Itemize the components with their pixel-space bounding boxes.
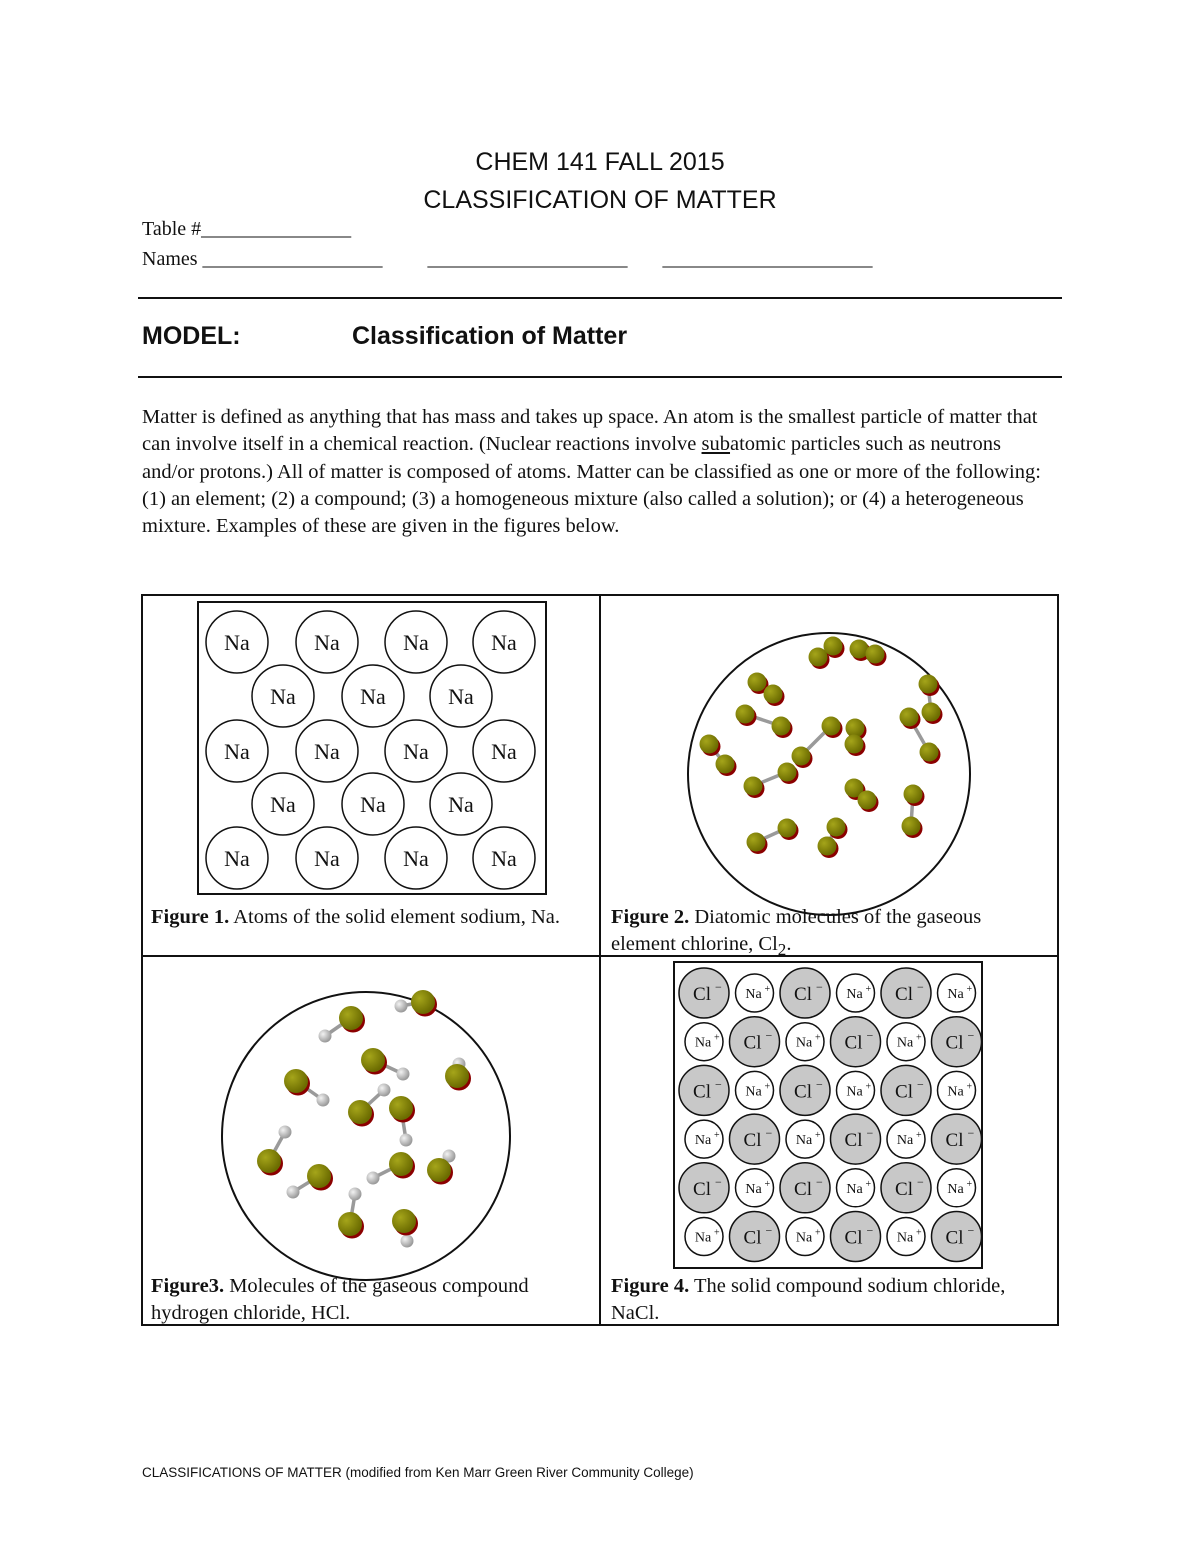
hydrogen-atom (317, 1094, 330, 1107)
sodium-ion-charge: + (815, 1227, 821, 1239)
fig4-caption (611, 1273, 1051, 1327)
chlorine-atom (427, 1158, 451, 1182)
chlorine-atom (824, 637, 843, 656)
sodium-atom-label: Na (491, 630, 517, 655)
sodium-ion-charge: + (916, 1130, 922, 1142)
fig2-caption-text: Diatomic molecules of the gaseous element chlorine, Cl (611, 906, 982, 955)
chloride-ion-label: Cl (693, 1178, 711, 1200)
sodium-ion-label: Na (745, 1084, 762, 1100)
chloride-ion-charge: − (765, 1126, 773, 1141)
chloride-ion-charge: − (866, 1028, 874, 1043)
sodium-ion-charge: + (916, 1032, 922, 1044)
chlorine-atom (338, 1212, 362, 1236)
table-number-field (142, 218, 351, 241)
sodium-ion-label: Na (694, 1230, 712, 1246)
hydrogen-atom (400, 1134, 413, 1147)
chloride-ion-label: Cl (895, 1081, 913, 1103)
fig4-caption-label: Figure 4. (611, 1275, 690, 1297)
chloride-ion-charge: − (765, 1223, 773, 1238)
fig3-caption-text: Molecules of the gaseous compound hydrogen chloride, HCl. (151, 1275, 529, 1324)
sodium-atom-label: Na (448, 684, 474, 709)
sodium-ion-label: Na (947, 1084, 964, 1100)
sodium-ion-charge: + (966, 984, 973, 995)
fig2-caption (611, 904, 1051, 963)
sodium-atom-label: Na (224, 846, 250, 871)
sodium-ion-label: Na (896, 1035, 914, 1051)
sodium-ion-charge: + (966, 1081, 973, 1093)
sodium-ion-label: Na (795, 1035, 813, 1051)
fig4-nacl-lattice (679, 968, 982, 1262)
hydrogen-atom (287, 1186, 300, 1199)
hydrogen-atom (349, 1188, 362, 1201)
chlorine-atom (445, 1064, 469, 1088)
chlorine-atom (902, 817, 921, 836)
hydrogen-atom (395, 1000, 408, 1013)
sodium-ion-label: Na (694, 1133, 712, 1149)
sodium-atom-label: Na (314, 846, 340, 871)
chlorine-atom (827, 818, 846, 837)
sodium-atom-label: Na (360, 684, 386, 709)
fig3-container (222, 992, 510, 1280)
chloride-ion-label: Cl (945, 1130, 964, 1152)
table-number-label: Table # (142, 218, 202, 240)
fig1-caption-text: Atoms of the solid element sodium, Na. (229, 906, 561, 928)
bottom-divider (138, 376, 1062, 378)
sodium-ion-charge: + (764, 984, 771, 995)
sodium-atom-label: Na (224, 630, 250, 655)
fig4-caption-text: The solid compound sodium chloride, NaCl. (611, 1275, 1006, 1324)
sodium-atom-label: Na (270, 792, 296, 817)
chlorine-atom (818, 837, 837, 856)
chlorine-atom (284, 1069, 308, 1093)
names-field (142, 248, 873, 271)
sodium-ion-label: Na (846, 987, 863, 1002)
chloride-ion-charge: − (715, 1174, 722, 1189)
top-divider (138, 297, 1062, 299)
sodium-ion-charge: + (865, 984, 872, 995)
hydrogen-atom (367, 1172, 380, 1185)
sodium-ion-charge: + (764, 1081, 771, 1093)
fig2-caption-end: . (786, 933, 792, 955)
chloride-ion-label: Cl (844, 1227, 863, 1249)
chloride-ion-label: Cl (743, 1227, 762, 1249)
fig2-caption-label: Figure 2. (611, 906, 690, 928)
chloride-ion-charge: − (967, 1126, 975, 1141)
fig1-caption-label: Figure 1. (151, 906, 230, 928)
chlorine-atom (748, 673, 767, 692)
chloride-ion-charge: − (967, 1028, 975, 1043)
chlorine-atom (778, 763, 797, 782)
chloride-ion-charge: − (917, 980, 924, 994)
sodium-ion-label: Na (795, 1133, 813, 1149)
intro-text-2: atomic particles such as neutrons and/or protons.) All of matter is composed of atoms. Matter can be classified as one or more of the following: (1) an element; (2) a compound; (3) a homogeneous mixture (also called a solution); or (4) a heterogeneous mixture. Examples of these are given in the figures below. (142, 433, 1041, 538)
sodium-atom-label: Na (314, 630, 340, 655)
intro-text-1: Matter is defined as anything that has mass and takes up space. An atom is the smallest particle of matter that can involve itself in a chemical reaction. (Nuclear reactions involve (142, 406, 1038, 456)
sodium-ion-label: Na (745, 987, 762, 1002)
chlorine-atom (348, 1100, 372, 1124)
chlorine-atom (389, 1152, 413, 1176)
name-blank-2[interactable]: ____________________ (427, 248, 628, 270)
chloride-ion-label: Cl (895, 1178, 913, 1200)
sodium-ion-charge: + (966, 1178, 973, 1190)
hydrogen-atom (319, 1030, 332, 1043)
chloride-ion-charge: − (715, 980, 722, 994)
chlorine-atom (411, 990, 435, 1014)
sodium-ion-charge: + (714, 1227, 720, 1239)
fig1-sodium-lattice (206, 611, 535, 889)
page-footer: CLASSIFICATIONS OF MATTER (modified from Ken Marr Green River Community College) (142, 1465, 694, 1480)
chloride-ion-charge: − (816, 1174, 823, 1189)
chloride-ion-charge: − (917, 1174, 924, 1189)
sodium-atom-label: Na (224, 739, 250, 764)
chlorine-atom (858, 791, 877, 810)
chloride-ion-label: Cl (945, 1032, 964, 1054)
chlorine-atom (845, 735, 864, 754)
chlorine-atom (904, 785, 923, 804)
chlorine-atom (822, 717, 841, 736)
chloride-ion-charge: − (816, 1077, 823, 1092)
name-blank-1[interactable]: __________________ (202, 248, 383, 270)
chlorine-atom (772, 717, 791, 736)
chloride-ion-charge: − (715, 1077, 722, 1092)
chlorine-atom (920, 743, 939, 762)
chloride-ion-charge: − (816, 980, 823, 994)
hydrogen-atom (279, 1126, 292, 1139)
chlorine-atom (778, 819, 797, 838)
chloride-ion-label: Cl (844, 1130, 863, 1152)
chloride-ion-charge: − (967, 1223, 975, 1238)
sodium-atom-label: Na (491, 739, 517, 764)
sodium-atom-label: Na (403, 630, 429, 655)
chlorine-atom (764, 685, 783, 704)
sodium-atom-label: Na (491, 846, 517, 871)
table-number-blank[interactable]: _______________ (201, 218, 352, 240)
chlorine-atom (339, 1006, 363, 1030)
chlorine-atom (700, 735, 719, 754)
intro-underlined: sub (701, 433, 731, 456)
chloride-ion-label: Cl (743, 1032, 762, 1054)
sodium-ion-label: Na (795, 1230, 813, 1246)
chlorine-atom (361, 1048, 385, 1072)
sodium-atom-label: Na (314, 739, 340, 764)
model-title: Classification of Matter (352, 322, 628, 350)
sodium-ion-label: Na (846, 1181, 863, 1197)
chlorine-atom (307, 1164, 331, 1188)
sodium-ion-charge: + (916, 1227, 922, 1239)
sodium-atom-label: Na (448, 792, 474, 817)
chlorine-atom (900, 708, 919, 727)
hydrogen-atom (401, 1235, 414, 1248)
chlorine-atom (389, 1096, 413, 1120)
course-title: CHEM 141 FALL 2015 (475, 148, 725, 176)
chloride-ion-label: Cl (693, 984, 711, 1005)
worksheet-title: CLASSIFICATION OF MATTER (423, 186, 777, 214)
sodium-ion-charge: + (714, 1130, 720, 1142)
sodium-atom-label: Na (403, 739, 429, 764)
chlorine-atom (792, 747, 811, 766)
chlorine-atom (919, 675, 938, 694)
figure-grid (141, 594, 1059, 1326)
chlorine-atom (736, 705, 755, 724)
sodium-ion-label: Na (896, 1230, 914, 1246)
chloride-ion-charge: − (765, 1028, 773, 1043)
chlorine-atom (392, 1209, 416, 1233)
intro-paragraph (142, 404, 1052, 540)
sodium-ion-charge: + (865, 1178, 872, 1190)
name-blank-3[interactable]: _____________________ (662, 248, 873, 270)
chloride-ion-label: Cl (743, 1130, 762, 1152)
chloride-ion-label: Cl (945, 1227, 964, 1249)
sodium-ion-charge: + (714, 1032, 720, 1044)
chlorine-atom (922, 703, 941, 722)
chloride-ion-label: Cl (794, 984, 812, 1005)
sodium-atom-label: Na (403, 846, 429, 871)
fig1-caption (151, 904, 591, 931)
chloride-ion-label: Cl (844, 1032, 863, 1054)
sodium-ion-label: Na (745, 1181, 762, 1197)
sodium-ion-charge: + (764, 1178, 771, 1190)
hydrogen-atom (378, 1084, 391, 1097)
sodium-ion-label: Na (896, 1133, 914, 1149)
chloride-ion-label: Cl (895, 984, 913, 1005)
chlorine-atom (257, 1149, 281, 1173)
sodium-ion-label: Na (846, 1084, 863, 1100)
model-label: MODEL: (142, 322, 241, 350)
chloride-ion-label: Cl (794, 1178, 812, 1200)
chloride-ion-charge: − (866, 1126, 874, 1141)
chloride-ion-charge: − (917, 1077, 924, 1092)
fig2-chlorine-molecules (700, 637, 943, 859)
chlorine-atom (747, 833, 766, 852)
sodium-ion-label: Na (947, 987, 964, 1002)
hydrogen-atom (397, 1068, 410, 1081)
fig3-caption-label: Figure3. (151, 1275, 225, 1297)
fig2-caption-subscript: 2 (777, 940, 787, 960)
chloride-ion-label: Cl (794, 1081, 812, 1103)
sodium-ion-charge: + (815, 1032, 821, 1044)
fig3-hcl-molecules (257, 990, 471, 1248)
sodium-ion-charge: + (865, 1081, 872, 1093)
fig3-caption (151, 1273, 591, 1327)
sodium-ion-label: Na (947, 1181, 964, 1197)
chlorine-atom (866, 645, 885, 664)
sodium-ion-label: Na (694, 1035, 712, 1051)
chloride-ion-label: Cl (693, 1081, 711, 1103)
chloride-ion-charge: − (866, 1223, 874, 1238)
chlorine-atom (716, 755, 735, 774)
sodium-atom-label: Na (360, 792, 386, 817)
sodium-ion-charge: + (815, 1130, 821, 1142)
chlorine-atom (744, 777, 763, 796)
sodium-atom-label: Na (270, 684, 296, 709)
names-label: Names (142, 248, 198, 270)
